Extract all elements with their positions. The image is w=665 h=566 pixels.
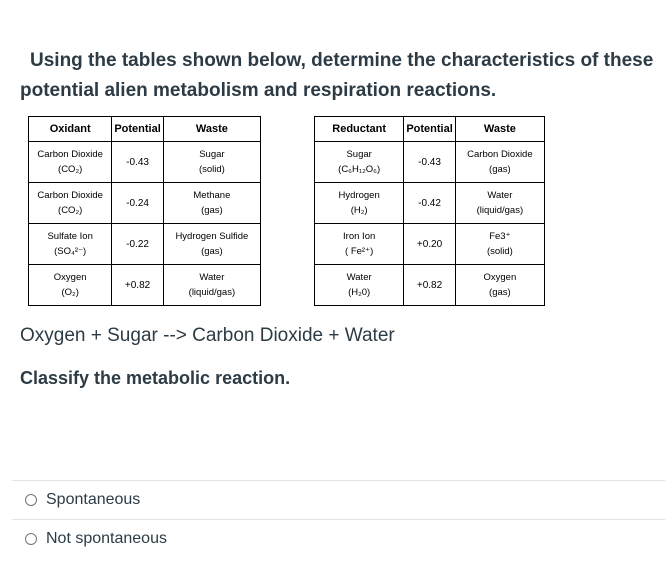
answer-label[interactable]: Not spontaneous xyxy=(46,530,167,547)
table-row xyxy=(29,142,261,183)
column-header: Reductant xyxy=(315,117,404,142)
column-header: Potential xyxy=(112,117,163,142)
table-row xyxy=(29,265,261,306)
waste-cell xyxy=(455,183,544,224)
question-text: Using the tables shown below, determine the characteristics of these potential alien metabolism and respiration reactions. xyxy=(20,50,654,101)
waste-name: Oxygen xyxy=(483,272,517,283)
waste-cell xyxy=(163,183,260,224)
table-row xyxy=(315,265,545,306)
reductant-name: Water xyxy=(346,272,372,283)
table-row xyxy=(29,183,261,224)
waste-state: (liquid/gas) xyxy=(476,205,524,216)
table-header-row xyxy=(315,117,545,142)
table-row xyxy=(315,183,545,224)
waste-name: Water xyxy=(199,272,225,283)
reductant-formula: (H₂) xyxy=(350,205,368,216)
waste-state: (liquid/gas) xyxy=(188,287,236,298)
waste-cell xyxy=(455,265,544,306)
reductant-table xyxy=(314,116,545,306)
oxidant-name: Sulfate Ion xyxy=(47,231,93,242)
column-header: Waste xyxy=(455,117,544,142)
reductant-formula: ( Fe²⁺) xyxy=(345,246,374,257)
waste-cell xyxy=(163,265,260,306)
potential-cell: -0.43 xyxy=(112,142,163,183)
waste-state: (solid) xyxy=(486,246,513,257)
radio-button[interactable] xyxy=(25,533,37,545)
reductant-cell xyxy=(315,142,404,183)
answer-list xyxy=(12,480,665,558)
potential-cell: -0.43 xyxy=(404,142,455,183)
table-row xyxy=(29,224,261,265)
waste-cell xyxy=(163,224,260,265)
waste-name: Carbon Dioxide xyxy=(467,149,533,160)
radio-button[interactable] xyxy=(25,494,37,506)
oxidant-name: Carbon Dioxide xyxy=(37,190,103,201)
oxidant-cell xyxy=(29,265,112,306)
potential-cell: -0.24 xyxy=(112,183,163,224)
reductant-formula: (C₆H₁₂O₆) xyxy=(338,164,381,175)
potential-cell: -0.42 xyxy=(404,183,455,224)
reductant-name: Hydrogen xyxy=(338,190,380,201)
column-header: Potential xyxy=(404,117,455,142)
oxidant-cell xyxy=(29,142,112,183)
waste-state: (solid) xyxy=(198,164,225,175)
oxidant-cell xyxy=(29,183,112,224)
waste-name: Fe3⁺ xyxy=(489,231,511,242)
reductant-cell xyxy=(315,183,404,224)
potential-cell: +0.82 xyxy=(404,265,455,306)
reductant-formula: (H₂0) xyxy=(348,287,371,298)
column-header: Oxidant xyxy=(29,117,112,142)
waste-name: Methane xyxy=(193,190,231,201)
table-row xyxy=(315,142,545,183)
waste-state: (gas) xyxy=(489,164,511,175)
reductant-name: Sugar xyxy=(346,149,372,160)
table-header-row xyxy=(29,117,261,142)
question-prompt: Classify the metabolic reaction. xyxy=(20,368,291,388)
oxidant-formula: (O₂) xyxy=(61,287,79,298)
reductant-cell xyxy=(315,224,404,265)
waste-name: Sugar xyxy=(199,149,225,160)
oxidant-formula: (SO₄²⁻) xyxy=(54,246,87,257)
potential-cell: -0.22 xyxy=(112,224,163,265)
answer-option-not-spontaneous[interactable] xyxy=(12,519,665,558)
waste-state: (gas) xyxy=(201,246,223,257)
oxidant-cell xyxy=(29,224,112,265)
oxidant-name: Carbon Dioxide xyxy=(37,149,103,160)
potential-cell: +0.82 xyxy=(112,265,163,306)
reductant-cell xyxy=(315,265,404,306)
waste-cell xyxy=(163,142,260,183)
answer-option-spontaneous[interactable] xyxy=(12,480,665,519)
reductant-name: Iron Ion xyxy=(343,231,376,242)
oxidant-formula: (CO₂) xyxy=(58,205,83,216)
waste-state: (gas) xyxy=(201,205,223,216)
oxidant-table xyxy=(28,116,261,306)
waste-state: (gas) xyxy=(489,287,511,298)
waste-cell xyxy=(455,224,544,265)
column-header: Waste xyxy=(163,117,260,142)
waste-name: Water xyxy=(487,190,513,201)
waste-name: Hydrogen Sulfide xyxy=(175,231,249,242)
answer-label[interactable]: Spontaneous xyxy=(46,491,141,508)
potential-cell: +0.20 xyxy=(404,224,455,265)
waste-cell xyxy=(455,142,544,183)
table-row xyxy=(315,224,545,265)
oxidant-formula: (CO₂) xyxy=(58,164,83,175)
reaction-equation: Oxygen + Sugar --> Carbon Dioxide + Water xyxy=(20,325,395,346)
oxidant-name: Oxygen xyxy=(53,272,87,283)
